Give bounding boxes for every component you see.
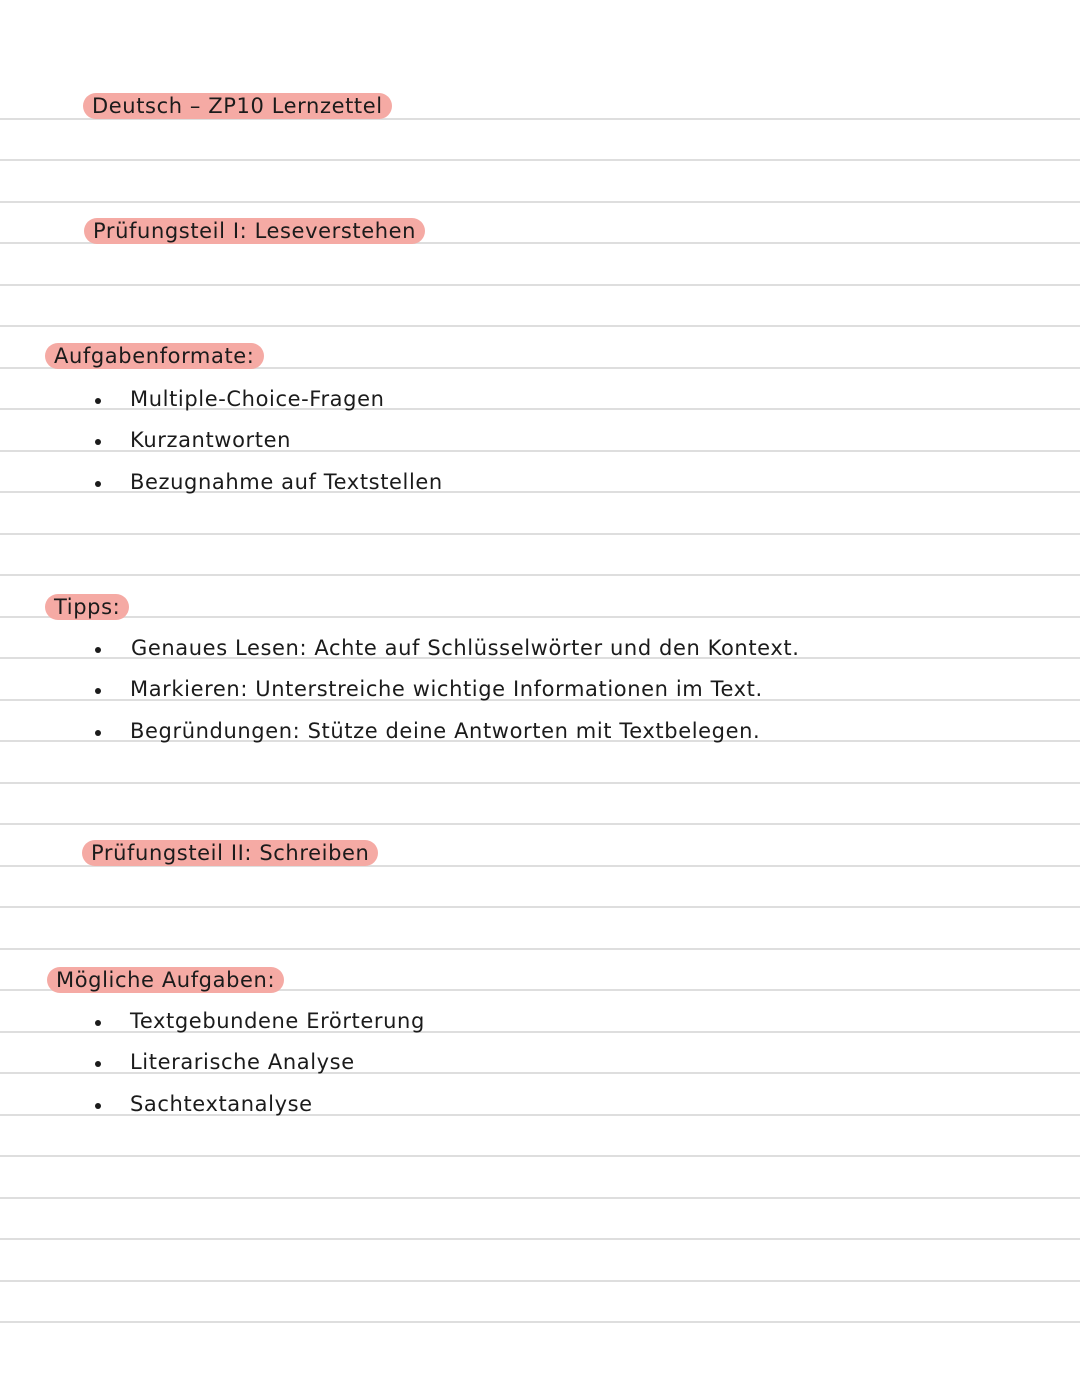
format-item: Kurzantworten	[130, 428, 292, 452]
format-item: Bezugnahme auf Textstellen	[130, 470, 443, 494]
task-item: Literarische Analyse	[130, 1050, 355, 1074]
task-item: Textgebundene Erörterung	[130, 1009, 425, 1033]
ruled-line	[0, 1280, 1080, 1282]
bullet-dot	[95, 647, 101, 653]
ruled-line	[0, 533, 1080, 535]
part2-heading: Prüfungsteil II: Schreiben	[82, 840, 378, 866]
ruled-line	[0, 1321, 1080, 1323]
bullet-dot	[95, 730, 101, 736]
bullet-dot	[95, 1103, 101, 1109]
ruled-line	[0, 906, 1080, 908]
ruled-line	[0, 616, 1080, 618]
tip-item: Markieren: Unterstreiche wichtige Informationen im Text.	[130, 677, 763, 701]
tip-item: Begründungen: Stütze deine Antworten mit Textbelegen.	[130, 719, 761, 743]
ruled-line	[0, 1238, 1080, 1240]
bullet-dot	[95, 1061, 101, 1067]
ruled-line	[0, 782, 1080, 784]
ruled-line	[0, 574, 1080, 576]
tips-label: Tipps:	[45, 594, 129, 620]
ruled-line	[0, 948, 1080, 950]
ruled-line	[0, 201, 1080, 203]
bullet-dot	[95, 688, 101, 694]
format-item: Multiple-Choice-Fragen	[130, 387, 385, 411]
task-item: Sachtextanalyse	[130, 1092, 313, 1116]
ruled-line	[0, 1155, 1080, 1157]
ruled-line	[0, 325, 1080, 327]
bullet-dot	[95, 481, 101, 487]
tasks-label: Mögliche Aufgaben:	[47, 967, 284, 993]
ruled-line	[0, 284, 1080, 286]
ruled-line	[0, 1197, 1080, 1199]
ruled-line	[0, 159, 1080, 161]
formats-label: Aufgabenformate:	[45, 343, 264, 369]
bullet-dot	[95, 398, 101, 404]
ruled-line	[0, 823, 1080, 825]
part1-heading: Prüfungsteil I: Leseverstehen	[84, 218, 425, 244]
tip-item: Genaues Lesen: Achte auf Schlüsselwörter und den Kontext.	[131, 636, 800, 660]
page-title: Deutsch – ZP10 Lernzettel	[83, 93, 392, 119]
bullet-dot	[95, 1020, 101, 1026]
bullet-dot	[95, 439, 101, 445]
